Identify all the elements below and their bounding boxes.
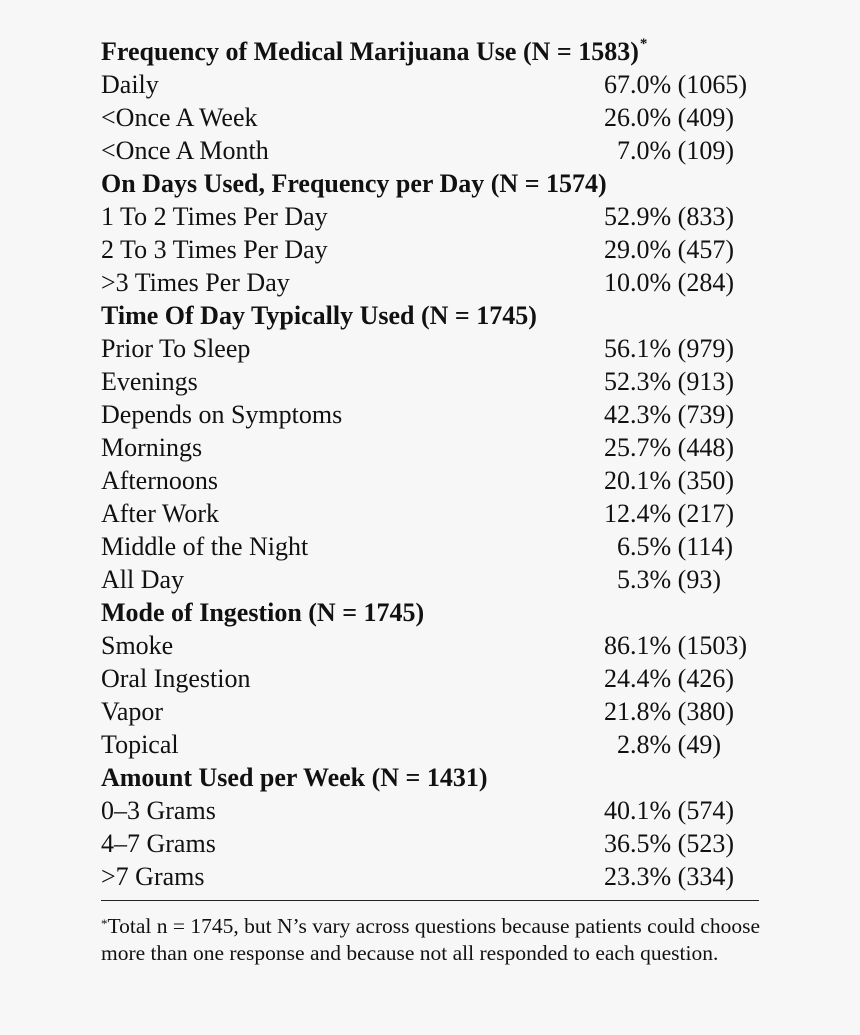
table-bottom-rule [101,900,759,901]
row-value: 42.3% (739) [604,400,734,429]
table-row [101,794,759,827]
row-label: 0–3 Grams [101,796,216,825]
row-value: 26.0% (409) [604,103,734,132]
footnote-text: Total n = 1745, but N’s vary across questions because patients could choose more than one response and because not all responded to each question. [101,914,760,965]
row-value: 6.5% (114) [604,532,734,561]
row-value: 52.3% (913) [604,367,734,396]
table-row [101,332,759,365]
table-row [101,464,759,497]
row-label: Prior To Sleep [101,334,251,363]
row-label: 2 To 3 Times Per Day [101,235,328,264]
table-row [101,431,759,464]
row-value: 52.9% (833) [604,202,734,231]
row-label: Afternoons [101,466,218,495]
table-row [101,200,759,233]
table-row [101,365,759,398]
row-label: Middle of the Night [101,532,309,561]
row-label: Oral Ingestion [101,664,251,693]
data-table [101,35,759,893]
section-header-label [101,596,424,629]
row-value: 7.0% (109) [604,136,734,165]
row-label: 1 To 2 Times Per Day [101,202,328,231]
footnote [101,913,763,967]
section-header-text: On Days Used, Frequency per Day (N = 1574) [101,169,607,198]
row-value: 40.1% (574) [604,796,734,825]
table-row [101,728,759,761]
row-label: All Day [101,565,185,594]
row-label: After Work [101,499,220,528]
row-value: 29.0% (457) [604,235,734,264]
section-header [101,299,759,332]
row-label: <Once A Month [101,136,269,165]
section-header-label [101,761,488,794]
footnote-mark: * [101,916,108,931]
row-value: 2.8% (49) [604,730,721,759]
row-label: Mornings [101,433,203,462]
row-value: 5.3% (93) [604,565,721,594]
footnote-reference-mark: * [639,36,648,52]
section-header-label [101,299,537,332]
section-header-text: Frequency of Medical Marijuana Use (N = 1583) [101,37,639,66]
row-label: Evenings [101,367,198,396]
row-label: >3 Times Per Day [101,268,290,297]
section-header [101,761,759,794]
row-value: 21.8% (380) [604,697,734,726]
section-header-text: Time Of Day Typically Used (N = 1745) [101,301,537,330]
section-header-label [101,167,607,200]
row-value: 12.4% (217) [604,499,734,528]
section-header-text: Mode of Ingestion (N = 1745) [101,598,425,627]
table-row [101,563,759,596]
row-value: 86.1% (1503) [604,631,747,660]
table-row [101,134,759,167]
row-label: Topical [101,730,179,759]
row-value: 56.1% (979) [604,334,734,363]
row-label: Smoke [101,631,174,660]
table-row [101,68,759,101]
row-label: Vapor [101,697,164,726]
row-value: 36.5% (523) [604,829,734,858]
row-value: 25.7% (448) [604,433,734,462]
row-value: 10.0% (284) [604,268,734,297]
row-label: Depends on Symptoms [101,400,343,429]
section-header [101,35,759,68]
section-header [101,596,759,629]
table-row [101,101,759,134]
section-header-label [101,35,647,68]
table-row [101,860,759,893]
table-row [101,629,759,662]
table-row [101,233,759,266]
table-row [101,662,759,695]
row-label: <Once A Week [101,103,258,132]
section-header [101,167,759,200]
table-row [101,266,759,299]
row-label: 4–7 Grams [101,829,216,858]
table-row [101,827,759,860]
table-row [101,398,759,431]
row-label: >7 Grams [101,862,205,891]
row-value: 24.4% (426) [604,664,734,693]
row-label: Daily [101,70,159,99]
row-value: 20.1% (350) [604,466,734,495]
table-row [101,530,759,563]
section-header-text: Amount Used per Week (N = 1431) [101,763,488,792]
row-value: 23.3% (334) [604,862,734,891]
table-row [101,695,759,728]
row-value: 67.0% (1065) [604,70,747,99]
table-row [101,497,759,530]
